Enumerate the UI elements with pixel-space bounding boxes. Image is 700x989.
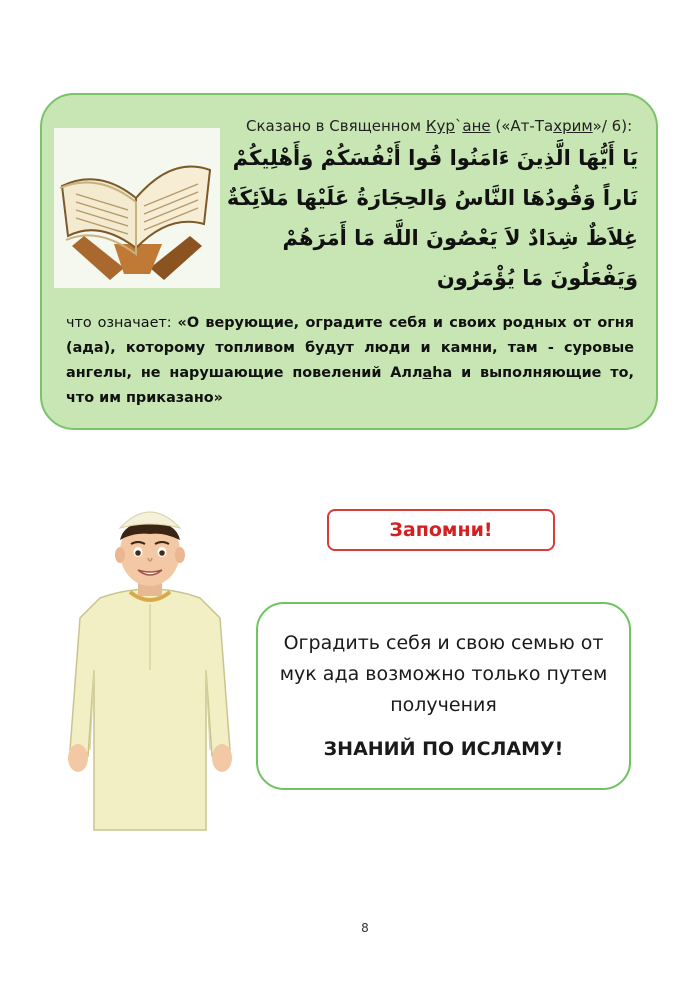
verse-translation: что означает: «О верующие, оградите себя и своих родных от огня (ада), которому топливом будут люди и камни, там - суровые ангелы, не нарушающие повелений Аллаha и выполняющие то, что им приказано» (66, 315, 634, 406)
info-line: получения (390, 694, 497, 716)
page-number: 8 (361, 921, 369, 935)
boy-illustration (60, 500, 240, 840)
knowledge-box (256, 602, 631, 790)
info-line: мук ада возможно только путем (279, 663, 608, 685)
remember-label: Запомни! (327, 509, 555, 551)
arabic-line: يَا أَيُّهَا الَّذِينَ ءَامَنُوا قُوا أَنْفُسَكُمْ وَأَهْلِيكُمْ (232, 146, 638, 170)
arabic-verse (226, 138, 638, 298)
info-line: Оградить себя и свою семью от (283, 632, 604, 654)
arabic-line: غِلاَظٌ شِدَادٌ لاَ يَعْصُونَ اللَّهَ مَا أَمَرَهُمْ (282, 226, 638, 250)
info-emphasis: ЗНАНИЙ ПО ИСЛАМУ! (323, 738, 564, 760)
quran-book-icon (54, 128, 220, 288)
arabic-line: وَيَفْعَلُونَ مَا يُؤْمَرُون (436, 266, 638, 290)
arabic-line: نَاراً وَقُودُهَا النَّاسُ وَالحِجَارَةُ عَلَيْهَا مَلاَئِكَةٌ (226, 186, 638, 210)
verse-source: Сказано в Священном Кур`ане («Ат-Тахрим»/ 6): (246, 117, 633, 135)
